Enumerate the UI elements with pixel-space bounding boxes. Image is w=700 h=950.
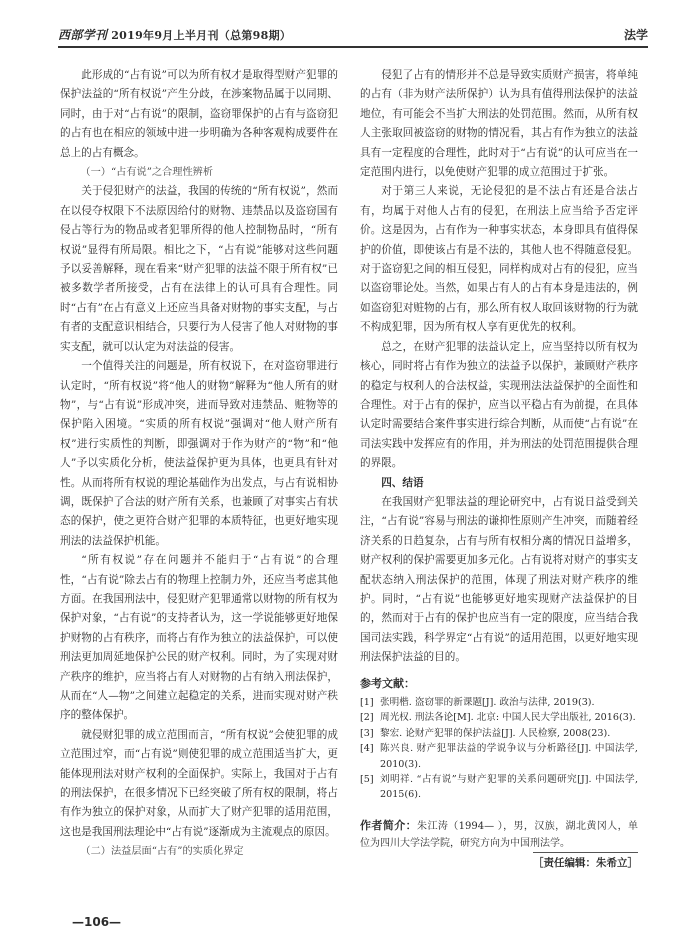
subheading: （一）“占有说”之合理性辨析 [80, 167, 214, 179]
section-heading: 四、结语 [381, 476, 424, 489]
left-column [60, 66, 338, 862]
page-number: —106— [72, 915, 122, 929]
paragraph: 侵犯了占有的情形并不总是导致实质财产损害，将单纯的占有（非为财产法所保护）认为具有值得刑法保护的法益地位，有可能会不当扩大刑法的处罚范围。然而，从所有权人主张取回被盗窃的财物的情况看，其占有作为独立的法益具有一定程度的合理性，此时对于“占有说”的认可应当在一定范围内进行，以免使财产犯罪的成立范围过于扩张。 [360, 69, 638, 179]
paragraph: 一个值得关注的问题是，所有权说下，在对盗窃罪进行认定时，“所有权说”将“他人的财物”解释为“他人所有的财物”，与“占有说”形成冲突，进而导致对违禁品、赃物等的保护陷入困境。“实质的所有权说”强调对“他人财产所有权”进行实质性的判断，即强调对于作为财产的“物”和“他人”予以实质化分析，使法益保护更为具体，也更具有针对性。从而将所有权说的理论基础作为出发点，与占有说相协调，既保护了合法的财产所有关系，也兼顾了对事实占有状态的保护，使之更符合财产犯罪的本质特征，也更好地实现刑法的法益保护机能。 [60, 360, 338, 547]
journal-logo: 西部学刊 [58, 28, 108, 42]
section-label: 法学 [623, 28, 648, 42]
paragraph: 对于第三人来说，无论侵犯的是不法占有还是合法占有，均属于对他人占有的侵犯，在刑法上应当给予否定评价。这是因为，占有作为一种事实状态，本身即具有值得保护的价值，即使该占有是不法的，其他人也不得随意侵犯。对于盗窃犯之间的相互侵犯，同样构成对占有的侵犯，应当以盗窃罪论处。当然，如果占有人的占有本身是违法的，例如盗窃犯对赃物的占有，那么所有权人取回该财物的行为就不构成犯罪，因为所有权人享有更优先的权利。 [360, 185, 638, 334]
reference-item: [1] 张明楷. 盗窃罪的新课题[J]. 政治与法律, 2019(3). [360, 697, 595, 708]
paragraph: 就侵财犯罪的成立范围而言，“所有权说”会使犯罪的成立范围过窄，而“占有说”则使犯罪的成立范围适当扩大，更能体现刑法对财产权利的全面保护。实际上，我国对于占有的刑法保护，在很多情况下已经突破了所有权的限制，将占有作为独立的保护对象，从而扩大了财产犯罪的适用范围，这也是我国刑法理论中“占有说”逐渐成为主流观点的原因。 [60, 728, 338, 838]
references-list [360, 695, 638, 803]
journal-title [58, 26, 291, 46]
page-header [58, 26, 648, 48]
reference-item: [2] 周光权. 刑法各论[M]. 北京: 中国人民大学出版社, 2016(3). [360, 712, 636, 724]
reference-item: [4] 陈兴良. 财产犯罪法益的学说争议与分析路径[J]. 中国法学, 2010(3). [360, 743, 638, 770]
author-label: 作者简介： [360, 818, 418, 832]
author-text: 朱江涛（1994— ），男，汉族，湖北黄冈人，单位为四川大学法学院，研究方向为中国刑法学。 [360, 820, 638, 849]
reference-item: [5] 刘明祥. “占有说”与财产犯罪的关系问题研究[J]. 中国法学, 2015(6). [360, 774, 638, 801]
paragraph: 此形成的“占有说”可以为所有权才是取得型财产犯罪的保护法益的“所有权说”产生分歧，在涉案物品属于以同期、同时，由于对“占有说”的限制，盗窃罪保护的占有与盗窃犯的占有也在相应的领域中进一步明确为各种客观构成要件在总上的占有概念。 [60, 69, 338, 159]
paragraph: 关于侵犯财产的法益，我国的传统的“所有权说”，然而在以侵夺权限下不法原因给付的财物、违禁品以及盗窃国有侵占等行为的物品或者犯罪所得的他人控制物品时，“所有权说”显得有所局限。相比之下，“占有说”能够对这些问题予以妥善解释，现在看来“财产犯罪的法益不限于所有权”已被多数学者所接受，占有在法律上的认可具有合理性。同时“占有”在占有意义上还应当具备对财物的事实支配，与占有者的支配意识相结合，只要行为人侵害了他人对财物的事实支配，就可以认定为对法益的侵害。 [60, 185, 338, 353]
paragraph: 在我国财产犯罪法益的理论研究中，占有说日益受到关注，“占有说”容易与刑法的谦抑性原则产生冲突，而随着经济关系的日趋复杂，占有与所有权相分离的情况日益增多，财产权利的保护需要更加多元化。占有说将对财产的事实支配状态纳入刑法保护的范围，体现了刑法对财产秩序的维护。同时，“占有说”也能够更好地实现财产法益保护的目的，然而对于占有的保护也应当有一定的限度，应当结合我国司法实践，科学界定“占有说”的适用范围，以更好地实现刑法保护法益的目的。 [360, 495, 638, 664]
paragraph: “所有权说”存在问题并不能归于“占有说”的合理性，“占有说”除去占有的物理上控制力外，还应当考虑其他方面。在我国刑法中，侵犯财产犯罪通常以财物的所有权为保护对象，“占有说”的支持者认为，这一学说能够更好地保护财物的占有秩序，而将占有作为独立的法益保护，可以使刑法更加周延地保护公民的财产权利。同时，为了实现对财产秩序的维护，应当将占有人对财物的占有纳入刑法保护，从而在“人—物”之间建立起稳定的关系，进而实现对财产秩序的整体保护。 [60, 554, 338, 722]
right-column [360, 66, 638, 869]
responsible-editor: ［责任编辑：朱希立］ [533, 852, 638, 872]
subheading: （二）法益层面“占有”的实质化界定 [80, 846, 244, 858]
author-info [360, 817, 638, 869]
paragraph: 总之，在财产犯罪的法益认定上，应当坚持以所有权为核心，同时将占有作为独立的法益予以保护，兼顾财产秩序的稳定与权利人的合法权益，实现刑法法益保护的全面性和合理性。对于占有的保护，应当以平稳占有为前提，在具体认定时需要结合案件事实进行综合判断，从而使“占有说”在司法实践中发挥应有的作用，并为刑法的处罚范围提供合理的界限。 [360, 340, 638, 470]
references-title: 参考文献： [360, 676, 415, 690]
journal-issue: 2019年9月上半月刊（总第98期） [111, 29, 292, 42]
reference-item: [3] 黎宏. 论财产犯罪的保护法益[J]. 人民检察, 2008(23). [360, 727, 611, 739]
